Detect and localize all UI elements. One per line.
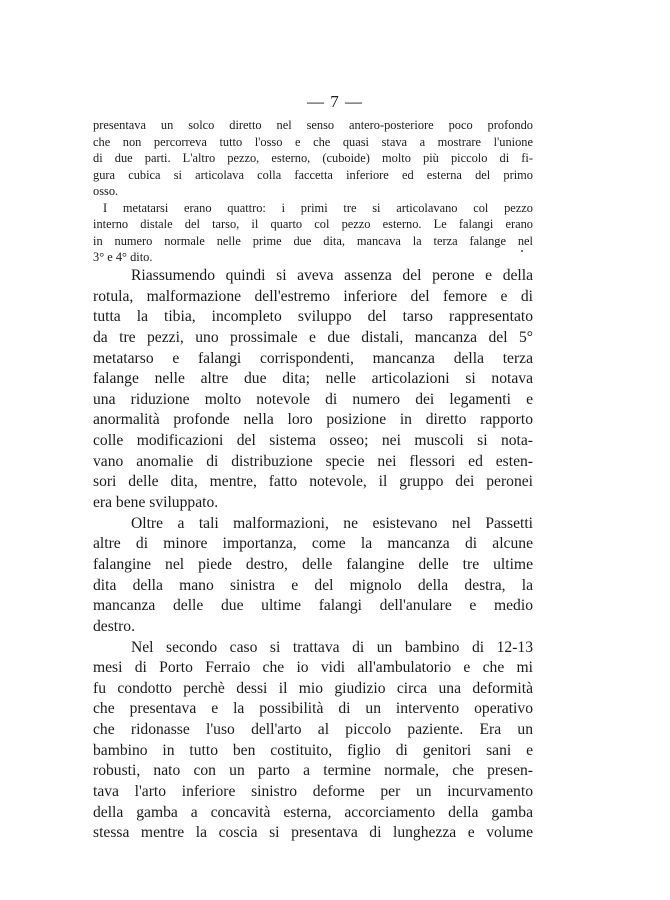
text-line: della gamba a concavità esterna, accorciamento della gamba [93,803,533,821]
body-paragraph [93,514,533,638]
small-paragraph [93,117,533,200]
text-line: che non percorreva tutto l'osso e che quasi stava a mostrare l'unione [93,134,533,149]
body-text-block [93,266,533,844]
text-line: metatarso e falangi corrispondenti, mancanza della terza [93,349,533,367]
text-line: vano anomalie di distribuzione specie nei flessori ed esten- [93,452,533,470]
text-line: falangine nel piede destro, delle falangine delle tre ultime [93,555,533,573]
text-line: sori delle dita, mentre, fatto notevole, il gruppo dei peronei [93,473,533,491]
text-line: stessa mentre la coscia si presentava di lunghezza e volume [93,824,533,842]
text-line: bambino in tutto ben costituito, figlio di genitori sani e [93,741,533,759]
text-line: mesi di Porto Ferraio che io vidi all'ambulatorio e che mi [93,659,533,677]
text-line: in numero normale nelle prime due dita, mancava la terza falange nel [93,233,533,248]
page-number: — 7 — [307,92,363,111]
text-line: una riduzione molto notevole di numero dei legamenti e [93,390,533,408]
text-line: Oltre a tali malformazioni, ne esistevano nel Passetti [131,514,533,532]
text-line: da tre pezzi, uno prossimale e due distali, mancanza del 5° [93,328,533,346]
text-line: fu condotto perchè dessi il mio giudizio circa una deformità [93,679,533,697]
text-line: colle modificazioni del sistema osseo; nei muscoli si nota- [93,432,533,450]
text-line: presentava un solco diretto nel senso antero-posteriore poco profondo [93,118,533,132]
body-paragraph [93,266,533,514]
small-print-block [93,117,533,266]
text-line: robusti, nato con un parto a termine normale, che presen- [93,762,533,780]
text-line: I metatarsi erano quattro: i primi tre si articolavano col pezzo [103,200,533,215]
text-line: era bene sviluppato. [93,494,219,512]
text-line: rotula, malformazione dell'estremo inferiore del femore e di [93,287,533,305]
body-paragraph [93,638,533,844]
text-line: gura cubica si articolava colla faccetta inferiore ed esterna del primo [93,167,533,182]
text-line: interno distale del tarso, il quarto col pezzo esterno. Le falangi erano [93,217,533,231]
text-line: anormalità profonde nella loro posizione in diretto rapporto [93,411,533,429]
small-paragraph [93,200,533,266]
text-line: altre di minore importanza, come la mancanza di alcune [93,535,533,553]
text-line: tutta la tibia, incompleto sviluppo del tarso rappresentato [93,308,533,326]
text-line: mancanza delle due ultime falangi dell'anulare e medio [93,597,533,615]
text-line: dita della mano sinistra e del mignolo della destra, la [93,576,533,594]
text-line: Nel secondo caso si trattava di un bambino di 12-13 [131,638,533,656]
text-line: che presentava e la possibilità di un intervento operativo [93,700,533,718]
text-line: destro. [93,617,136,635]
text-line: osso. [93,184,119,198]
text-line: Riassumendo quindi si aveva assenza del perone e della [131,267,533,284]
text-line: che ridonasse l'uso dell'arto al piccolo paziente. Era un [93,721,533,739]
text-line: tava l'arto inferiore sinistro deforme per un incurvamento [93,783,533,801]
text-line: 3° e 4° dito. [93,250,153,264]
stray-mark [521,250,523,252]
text-line: falange nelle altre due dita; nelle articolazioni si notava [93,370,533,388]
text-line: di due parti. L'altro pezzo, esterno, (cuboide) molto più piccolo di fi- [93,151,533,165]
